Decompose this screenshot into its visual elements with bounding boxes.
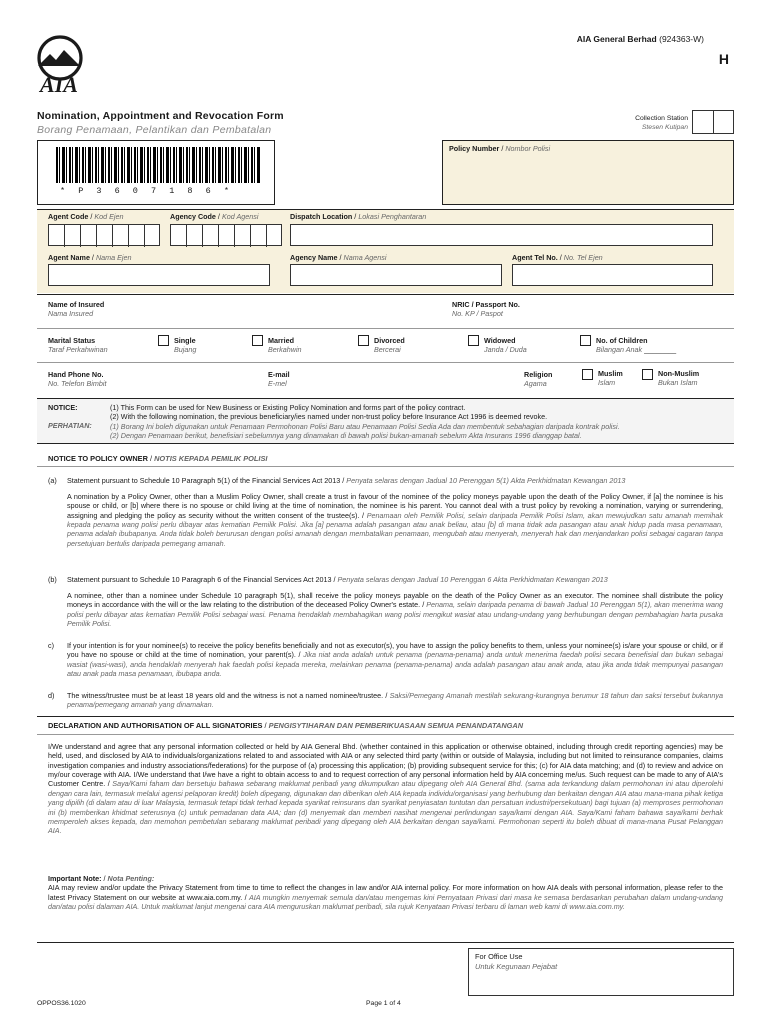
email-label[interactable]: E-mail E-mel [268, 370, 290, 389]
dispatch-location-label: Dispatch Location / Lokasi Penghantaran [290, 212, 427, 221]
children-label[interactable]: No. of Children Bilangan Anak ________ [596, 336, 677, 355]
agency-name-label: Agency Name / Nama Agensi [290, 253, 387, 262]
form-title: Nomination, Appointment and Revocation Form Borang Penamaan, Pelantikan dan Pembatalan [37, 110, 284, 136]
item-a-body: A nomination by a Policy Owner, other than a Muslim Policy Owner, shall create a trust in favour of the nominee of the policy moneys payable upon the death of the Policy Owner, if [a] the nominee is his spouse or child, or [b] where there is no spouse or child living at the time of nomination, the nominee is his parent. You cannot deal with a trust policy by revoking a nomination, varying or surrendering, assigning and pledging the policy as security without the written consent of the trustee(s). / Penamaan oleh Pemilik Polisi, selain daripada Pemilik Polisi Islam, akan mewujudkan satu amanah memihak kepada penama wang polisi perlu dibayar atas kematian Pemilik Polisi. Jika [a] penama adalah pasangan atau anak beliau, atau [b] di mana tidak ada pasangan atau anak hidup pada masa penamaan, penama adalah ibubapanya. Anda tidak boleh berurusan dengan polisi amanah dengan membatalkan penamaan, mengubah atau menyerah, menyerah hak dan menjandarkan polisi sebagai cagaran tanpa persetujuan bertulis daripada pemegang amanah. [67, 492, 723, 548]
item-c-body: If your intention is for your nominee(s) to receive the policy benefits beneficially and not as executor(s), you have to assign the policy benefits to them, unless your nominee(s) is/are your spouse or child, or if you have no spouse or child at the time of nomination, your parent(s). / Jika niat anda adalah untuk penama (penama-penama) anda untuk menerima faedah polisi secara benefisial dan bukan sebagai wasiat (wasi-wasi), anda hendaklah menyerah hak faedah polisi kepada mereka, melainkan penama (penama-penama) anda adalah pasangan atau anak anda, atau jika anda tidak mempunyai pasangan atau anak pada masa penamaan, ibubapa anda. [67, 641, 724, 679]
agent-name-input[interactable] [48, 264, 270, 286]
children-option[interactable] [580, 335, 591, 346]
single-checkbox[interactable] [158, 335, 169, 346]
agency-name-input[interactable] [290, 264, 502, 286]
collection-station-label: Collection Station Stesen Kutipan [635, 115, 688, 131]
logo-text: AIA [40, 72, 78, 94]
marital-status-label: Marital Status Taraf Perkahwinan [48, 336, 108, 355]
owner-notice-heading: NOTICE TO POLICY OWNER / NOTIS KEPADA PEMILIK POLISI [48, 454, 268, 463]
item-b-body: A nominee, other than a nominee under Schedule 10 paragraph 5(1), shall receive the policy moneys payable on the death of the Policy Owner as an executor. The nominee shall distribute the policy moneys in accordance with the will or the law relating to the distribution of the deceased Policy Owner's estate. / Penama, selain daripada penama di bawah Jadual 10 Perenggan 5(1), akan menerima wang polisi perlu dibayar atas kematian Pemilik Polisi sebagai wasi. Penama hendaklah membahagikan wang polisi mengikut wasiat atau undang-undang yang berhubungan dengan pembahagian harta pusaka Pemilik Polisi. [67, 591, 724, 629]
item-b-heading: Statement pursuant to Schedule 10 Paragraph 6 of the Financial Services Act 2013 / Penyata selaras dengan Jadual 10 Perenggan 6 Akta Perkhidmatan Kewangan 2013 [67, 575, 608, 584]
notice-box: NOTICE: PERHATIAN: (1) This Form can be used for New Business or Existing Policy Nomination and forms part of the policy contract. (2) With the following nomination, the previous beneficiary/ies named under non-trust policy before Insurance Act 1996 is deemed revoke. (1) Borang Ini boleh digunakan untuk Penamaan Permohonan Polisi Baru atau Penamaan Polisi Sedia Ada dan membentuk sebahagian daripada kontrak polisi. (2) Dengan Penamaan berikut, benefisiari sebelumnya yang dinamakan di bawah polisi bukan-amanah sebelum Akta Insurans 1996 dianggap batal. [37, 398, 734, 444]
agent-code-input[interactable] [48, 224, 160, 246]
insured-name-label[interactable]: Name of Insured Nama Insured [48, 300, 105, 319]
declaration-heading: DECLARATION AND AUTHORISATION OF ALL SIGNATORIES / PENGISYTIHARAN DAN PEMBERIKUASAAN SEMUA PENANDATANGAN [48, 721, 524, 730]
barcode-text: * P 3 6 0 7 1 8 6 * [60, 186, 233, 196]
divorced-checkbox[interactable] [358, 335, 369, 346]
widowed-checkbox[interactable] [468, 335, 479, 346]
children-checkbox[interactable] [580, 335, 591, 346]
declaration-body: I/We understand and agree that any personal information collected or held by AIA General Bhd. (whether contained in this application or otherwise obtained, including through credit reporting agencies) may be held, used, and disclosed by AIA to individuals/organizations related to and associated with AIA or any selected third party (within or outside of Malaysia, including but not limited to reinsurance companies, claims investigation companies and industry associations/federations) for the purpose of (a) processing this application; (b) providing subsequent service for this; (c) for AIA data matching; and (d) to review and advice on my/our coverage with AIA. I/We understand that I/we have a right to obtain access to and to request correction of any personal information held by AIA concerning me/us. Such request can be made to any of AIA's Customer Centre. / Saya/Kami faham dan bersetuju bahawa sebarang maklumat peribadi yang dikumpulkan atau dipegang oleh AIA General Bhd. (sama ada terkandung dalam permohonan ini atau diperolehi dengan cara lain, termasuk melalui agensi pelaporan kredit) boleh dipegang, digunakan dan diberikan oleh AIA kepada individu/organisasi yang berhubung dan berkaitan dengan AIA atau mana-mana pihak ketiga yang dipilih (di dalam atau di luar Malaysia, termasuk tetapi tidak terhad kepada syarikat reinsurans dan syarikat penyiasatan tuntutan dan persatuan industri/persekutuan) bagi tujuan (a) memproses permohonan ini (b) memberikan khidmat seterusnya (c) untuk pemadanan data AIA; dan (d) menyemak dan memberi nasihat mengenai perlindungan saya/kami dengan AIA. Saya/Kami faham bahawa saya/kami berhak memperoleh akses kepada, dan memohon pembetulan sebarang maklumat peribadi yang dipegang oleh AIA berkaitan dengan saya/kami. Permohonan seperti itu boleh dibuat di mana-mana Pusat Pelanggan AIA. [48, 742, 724, 836]
dispatch-location-input[interactable] [290, 224, 713, 246]
barcode [56, 147, 261, 183]
muslim-label: Muslim Islam [598, 369, 623, 388]
nonmuslim-checkbox[interactable] [642, 369, 653, 380]
agent-tel-input[interactable] [512, 264, 713, 286]
nric-label[interactable]: NRIC / Passport No. No. KP / Paspot [452, 300, 520, 319]
item-c-label: c) [48, 641, 54, 650]
agency-code-input[interactable] [170, 224, 282, 246]
married-checkbox[interactable] [252, 335, 263, 346]
single-label: Single Bujang [174, 336, 197, 355]
office-use-box: For Office Use Untuk Kegunaan Pejabat [468, 948, 734, 996]
nonmuslim-label: Non-Muslim Bukan Islam [658, 369, 700, 388]
widowed-label: Widowed Janda / Duda [484, 336, 527, 355]
item-b-label: (b) [48, 575, 57, 584]
item-a-label: (a) [48, 476, 57, 485]
aia-logo [30, 34, 94, 94]
item-d-body: The witness/trustee must be at least 18 years old and the witness is not a named nominee/trustee. / Saksi/Pemegang Amanah mestilah sekurang-kurangnya berumur 18 tahun dan saksi tersebut bukannya penama/pemegang amanah yang dinamakan. [67, 691, 724, 710]
muslim-checkbox[interactable] [582, 369, 593, 380]
agent-code-label: Agent Code / Kod Ejen [48, 212, 124, 221]
nonmuslim-option[interactable] [642, 369, 653, 380]
single-option[interactable] [158, 335, 169, 346]
agent-name-label: Agent Name / Nama Ejen [48, 253, 132, 262]
agent-tel-label: Agent Tel No. / No. Tel Ejen [512, 253, 603, 262]
divorced-option[interactable] [358, 335, 369, 346]
company-name: AIA General Berhad (924363-W) [576, 34, 704, 44]
muslim-option[interactable] [582, 369, 593, 380]
hp-label[interactable]: Hand Phone No. No. Telefon Bimbit [48, 370, 107, 389]
item-d-label: d) [48, 691, 55, 700]
divorced-label: Divorced Bercerai [374, 336, 405, 355]
policy-number-field[interactable]: Policy Number / Nombor Polisi [442, 140, 734, 205]
page-number: Page 1 of 4 [366, 1000, 401, 1007]
married-label: Married Berkahwin [268, 336, 302, 355]
item-a-heading: Statement pursuant to Schedule 10 Paragraph 5(1) of the Financial Services Act 2013 / Penyata selaras dengan Jadual 10 Perenggan 5(1) Akta Perkhidmatan Kewangan 2013 [67, 476, 626, 485]
religion-label: Religion Agama [524, 370, 553, 389]
agency-code-label: Agency Code / Kod Agensi [170, 212, 259, 221]
form-code: H [718, 51, 729, 67]
footer-code: OPPOS36.1020 [37, 1000, 86, 1007]
collection-station-box[interactable] [692, 110, 734, 134]
widowed-option[interactable] [468, 335, 479, 346]
married-option[interactable] [252, 335, 263, 346]
important-note: Important Note: / Nota Penting: AIA may review and/or update the Privacy Statement from time to time to reflect the changes in law and/or AIA internal policy. For more information on how AIA deals with personal information, please refer to the latest Privacy Statement on our website at www.aia.com.my. / AIA mungkin menyemak semula dan/atau mengemas kini Pernyataan Privasi dari masa ke semasa berdasarkan perubahan dalam undang-undang dan/atau polisi dalaman AIA. Untuk maklumat lanjut mengenai cara AIA menguruskan maklumat peribadi, sila rujuk Kenyataan Privasi terbaru di laman web kami di www.aia.com.my. [48, 874, 723, 912]
